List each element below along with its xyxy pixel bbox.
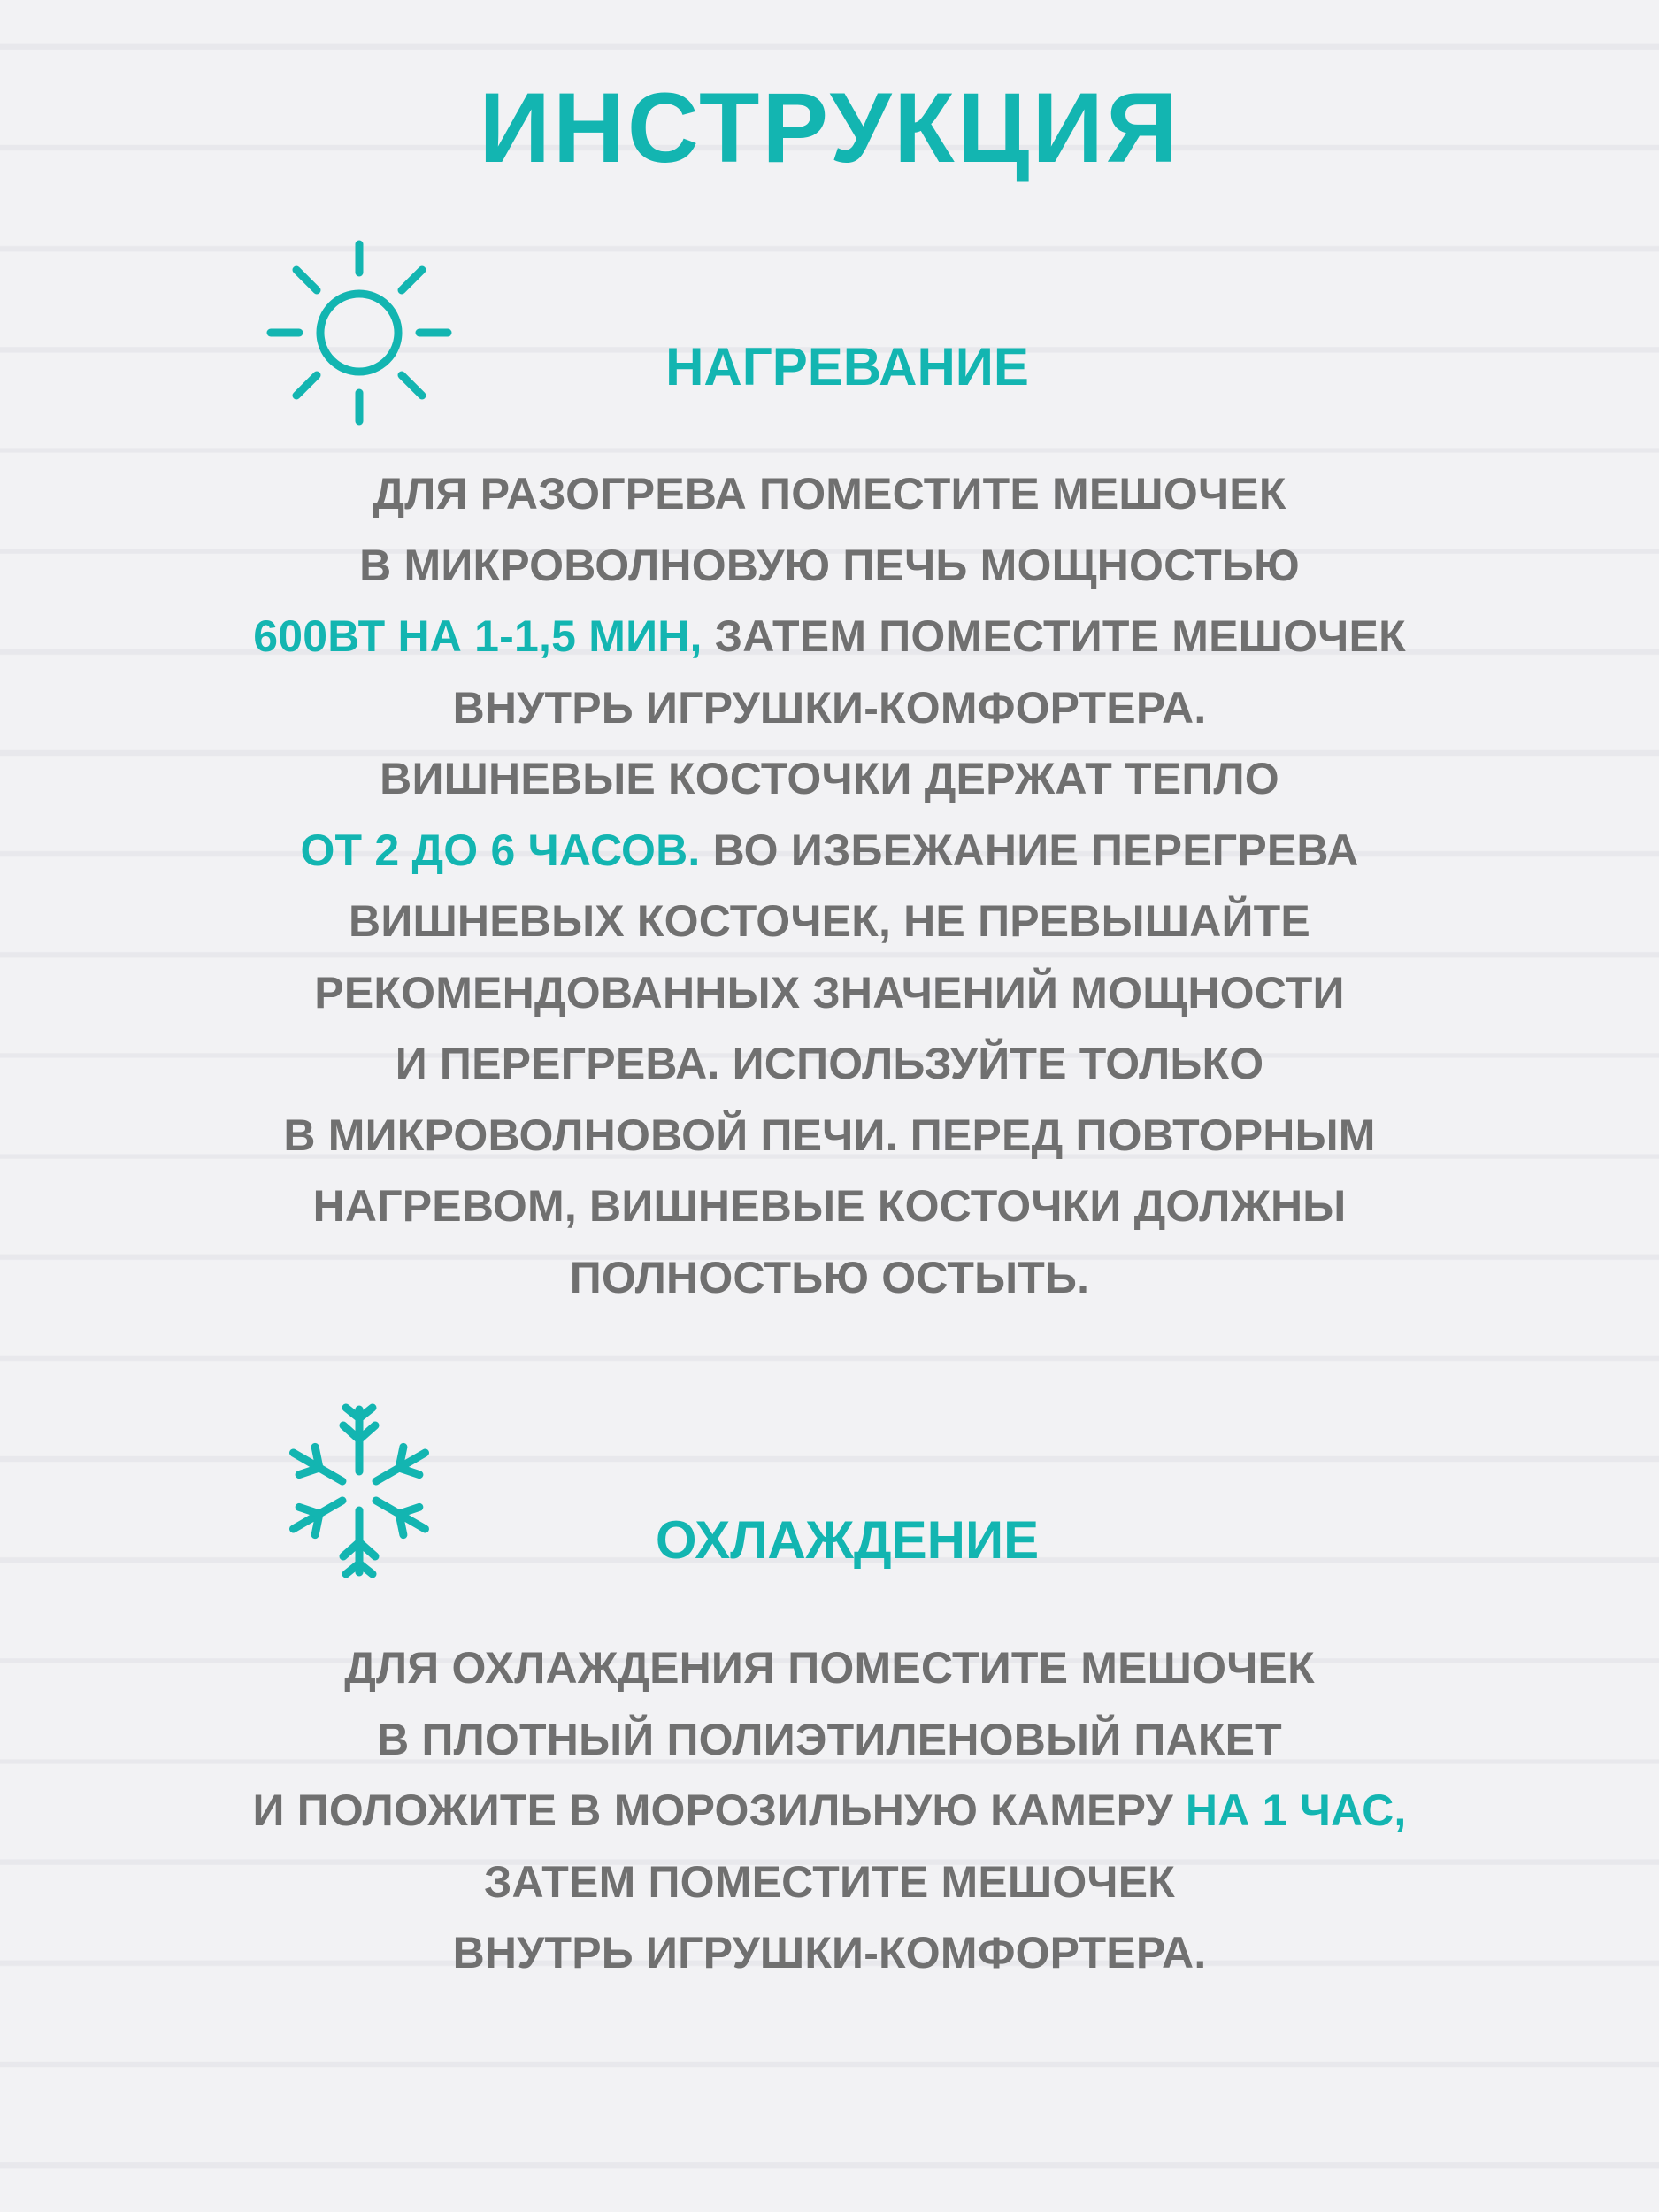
instruction-text: РЕКОМЕНДОВАННЫХ ЗНАЧЕНИЙ МОЩНОСТИ xyxy=(314,967,1345,1018)
instruction-text: И ПЕРЕГРЕВА. ИСПОЛЬЗУЙТЕ ТОЛЬКО xyxy=(395,1039,1264,1088)
instruction-text: НАГРЕВОМ, ВИШНЕВЫЕ КОСТОЧКИ ДОЛЖНЫ xyxy=(312,1181,1347,1231)
instruction-line xyxy=(0,1632,1659,1704)
page-title: ИНСТРУКЦИЯ xyxy=(479,73,1180,183)
instruction-line xyxy=(0,672,1659,744)
instruction-text: ЗАТЕМ ПОМЕСТИТЕ МЕШОЧЕК xyxy=(702,611,1406,661)
highlighted-text: ОТ 2 ДО 6 ЧАСОВ. xyxy=(300,825,701,875)
highlighted-text: НА 1 ЧАС, xyxy=(1185,1786,1407,1835)
instruction-line xyxy=(0,743,1659,815)
instruction-text: ВО ИЗБЕЖАНИЕ ПЕРЕГРЕВА xyxy=(700,825,1359,875)
instruction-text: ДЛЯ РАЗОГРЕВА ПОМЕСТИТЕ МЕШОЧЕК xyxy=(373,469,1286,518)
instruction-text: В ПЛОТНЫЙ ПОЛИЭТИЛЕНОВЫЙ ПАКЕТ xyxy=(377,1714,1282,1764)
heating-instructions xyxy=(0,458,1659,1313)
instruction-text: В МИКРОВОЛНОВУЮ ПЕЧЬ МОЩНОСТЬЮ xyxy=(359,540,1300,590)
instruction-line xyxy=(0,1775,1659,1847)
instruction-line xyxy=(0,957,1659,1029)
instruction-line xyxy=(0,886,1659,957)
instruction-line xyxy=(0,1028,1659,1100)
instruction-line xyxy=(0,601,1659,672)
instruction-text: И ПОЛОЖИТЕ В МОРОЗИЛЬНУЮ КАМЕРУ xyxy=(252,1786,1186,1835)
instruction-line xyxy=(0,1847,1659,1918)
instruction-line xyxy=(0,1171,1659,1242)
instruction-text: ВИШНЕВЫЕ КОСТОЧКИ ДЕРЖАТ ТЕПЛО xyxy=(380,754,1279,803)
highlighted-text: 600ВТ НА 1-1,5 МИН, xyxy=(253,611,703,661)
cooling-heading: ОХЛАЖДЕНИЕ xyxy=(655,1510,1040,1570)
instruction-line xyxy=(0,1100,1659,1171)
instruction-text: ВНУТРЬ ИГРУШКИ-КОМФОРТЕРА. xyxy=(452,1928,1207,1978)
instruction-line xyxy=(0,1917,1659,1989)
instruction-line xyxy=(0,1704,1659,1776)
cooling-instructions xyxy=(0,1632,1659,1989)
instruction-text: ПОЛНОСТЬЮ ОСТЫТЬ. xyxy=(569,1252,1090,1302)
instruction-line xyxy=(0,815,1659,887)
sun-icon xyxy=(265,239,453,426)
instruction-line xyxy=(0,530,1659,602)
instruction-text: ВИШНЕВЫХ КОСТОЧЕК, НЕ ПРЕВЫШАЙТЕ xyxy=(349,896,1310,946)
instruction-text: ЗАТЕМ ПОМЕСТИТЕ МЕШОЧЕК xyxy=(483,1856,1176,1907)
instruction-line xyxy=(0,1242,1659,1314)
instruction-text: ДЛЯ ОХЛАЖДЕНИЯ ПОМЕСТИТЕ МЕШОЧЕК xyxy=(344,1643,1315,1693)
instruction-line xyxy=(0,458,1659,530)
instruction-text: ВНУТРЬ ИГРУШКИ-КОМФОРТЕРА. xyxy=(452,682,1207,733)
heating-heading: НАГРЕВАНИЕ xyxy=(665,337,1029,396)
instruction-text: В МИКРОВОЛНОВОЙ ПЕЧИ. ПЕРЕД ПОВТОРНЫМ xyxy=(283,1110,1376,1160)
